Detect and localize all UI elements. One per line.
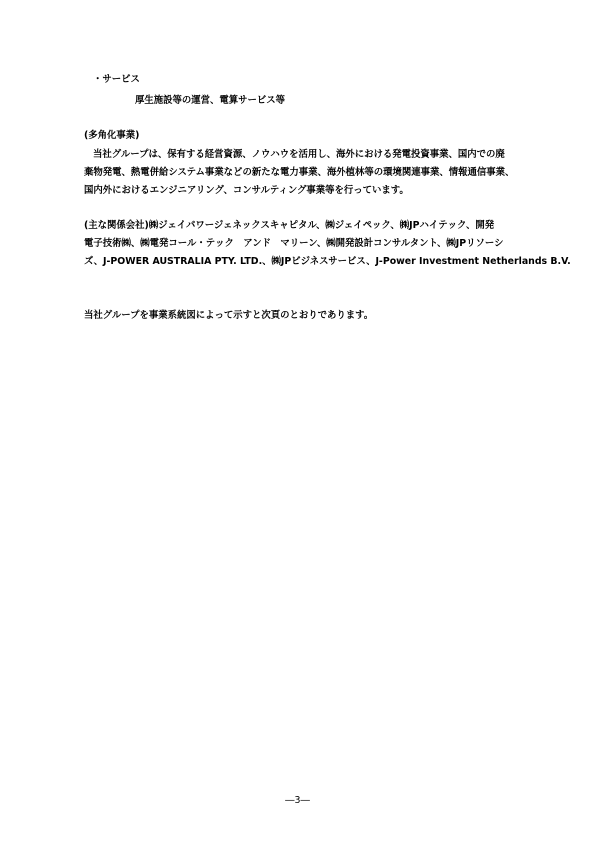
affiliates-line-3: ズ、J-POWER AUSTRALIA PTY. LTD.、㈱JPビジネスサービス、J-Power Investment Netherlands B.V.: [84, 256, 571, 267]
services-detail: 厚生施設等の運営、電算サービス等: [135, 95, 286, 106]
diversified-line-2: 棄物発電、熱電併給システム事業などの新たな電力事業、海外植林等の環境関連事業、情報通信事業、: [84, 167, 515, 178]
affiliates-line-1: (主な関係会社)㈱ジェイパワージェネックスキャピタル、㈱ジェイペック、㈱JPハイテック、開発: [84, 220, 495, 231]
page-number: ―3―: [285, 795, 310, 806]
diversified-line-1: 当社グループは、保有する経営資源、ノウハウを活用し、海外における発電投資事業、国内での廃: [93, 149, 505, 160]
services-heading: ・サービス: [93, 74, 140, 85]
affiliates-line-2: 電子技術㈱、㈱電発コール・テック アンド マリーン、㈱開発設計コンサルタント、㈱JPリソーシ: [84, 238, 504, 249]
diversified-line-3: 国内外におけるエンジニアリング、コンサルティング事業等を行っています。: [84, 185, 409, 196]
diversified-heading: (多角化事業): [84, 130, 140, 141]
diagram-note: 当社グループを事業系統図によって示すと次頁のとおりであります。: [84, 310, 374, 321]
